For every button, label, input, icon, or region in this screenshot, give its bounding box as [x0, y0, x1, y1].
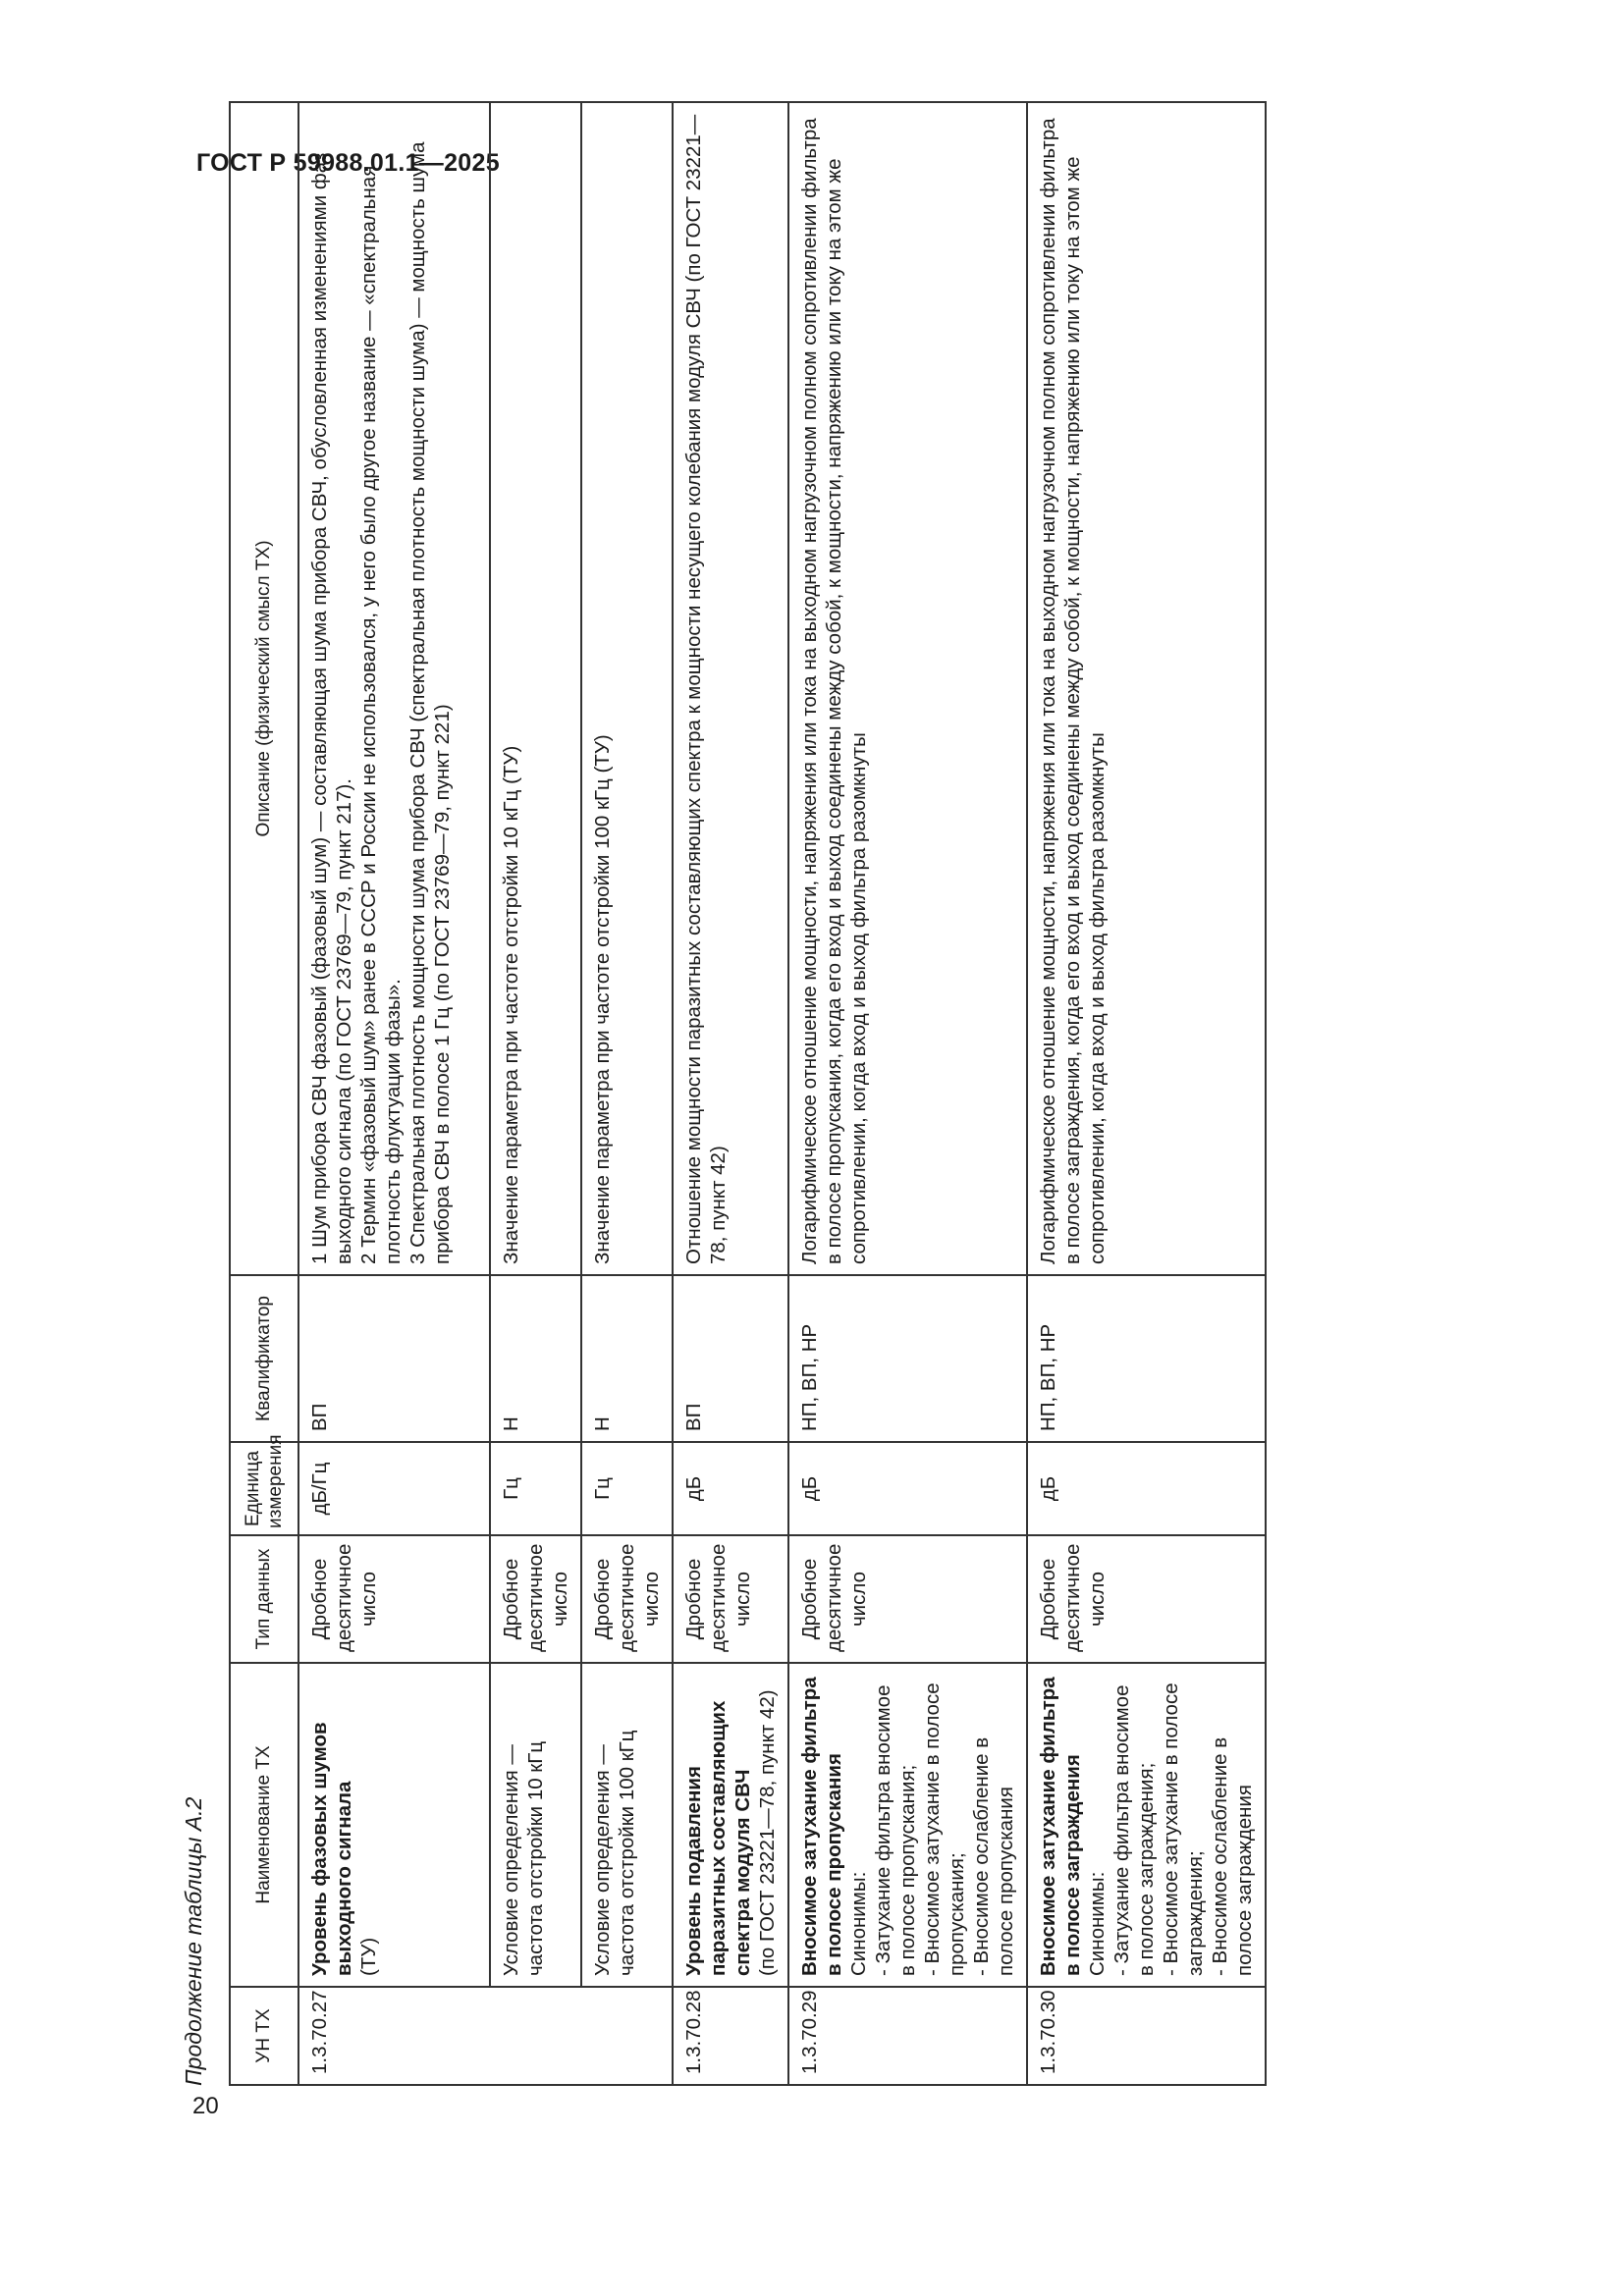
cell-qualifier: НП, ВП, НР [788, 1275, 1027, 1442]
cell-name-text: Условие определения — частота отстройки 100 кГц [591, 1730, 638, 1976]
cell-unit: Гц [581, 1442, 673, 1535]
cell-type: Дробное десятичное число [788, 1535, 1027, 1663]
cell-qualifier: НП, ВП, НР [1027, 1275, 1266, 1442]
table-row [298, 102, 490, 2085]
cell-unit: Гц [490, 1442, 581, 1535]
cell-name-text: - Вносимое затухание в полосе заграждения; [1160, 1682, 1207, 1976]
cell-name-text: - Затухание фильтра вносимое в полосе пропускания; [872, 1684, 919, 1976]
col-header-type: Тип данных [230, 1535, 298, 1663]
cell-type: Дробное десятичное число [673, 1535, 788, 1663]
cell-unit: дБ [788, 1442, 1027, 1535]
cell-qualifier: ВП [298, 1275, 490, 1442]
cell-name-text: Синонимы: [847, 1871, 870, 1976]
cell-name-text: Синонимы: [1086, 1871, 1109, 1976]
col-header-qualifier: Квалификатор [230, 1275, 298, 1442]
col-header-id: УН ТХ [230, 1987, 298, 2085]
cell-id: 1.3.70.29 [788, 1987, 1027, 2085]
cell-name-text: - Вносимое ослабление в полосе пропускания [970, 1736, 1017, 1976]
cell-name [298, 1663, 490, 1987]
cell-name [1027, 1663, 1266, 1987]
document-id-header: ГОСТ Р 59988.01.1—2025 [196, 149, 500, 177]
cell-qualifier: Н [490, 1275, 581, 1442]
cell-name-bold: Вносимое затухание фильтра в полосе заграждения [1037, 1677, 1084, 1976]
cell-description [298, 102, 490, 1275]
table-continuation-label: Продолжение таблицы А.2 [181, 1796, 206, 2086]
cell-description [490, 102, 581, 1275]
cell-qualifier: ВП [673, 1275, 788, 1442]
table-header-row [230, 102, 298, 2085]
col-header-description: Описание (физический смысл ТХ) [230, 102, 298, 1275]
cell-qualifier: Н [581, 1275, 673, 1442]
cell-id: 1.3.70.30 [1027, 1987, 1266, 2085]
cell-type: Дробное десятичное число [298, 1535, 490, 1663]
rotated-table-area [167, 103, 1483, 2086]
description-line: Значение параметра при частоте отстройки 10 кГц (ТУ) [500, 745, 522, 1264]
cell-name-bold: Уровень подавления паразитных составляющих спектра модуля СВЧ [682, 1700, 754, 1976]
cell-name-text: Условие определения — частота отстройки 10 кГц [500, 1740, 547, 1976]
cell-description [581, 102, 673, 1275]
cell-id: 1.3.70.28 [673, 1987, 788, 2085]
cell-unit: дБ [673, 1442, 788, 1535]
cell-id: 1.3.70.27 [298, 1987, 673, 2085]
cell-name-bold: Вносимое затухание фильтра в полосе пропускания [798, 1677, 845, 1976]
cell-unit: дБ/Гц [298, 1442, 490, 1535]
cell-name [490, 1663, 581, 1987]
col-header-unit: Единица измерения [230, 1442, 298, 1535]
description-line: 1 Шум прибора СВЧ фазовый (фазовый шум) — составляющая шума прибора СВЧ, обусловленная изменениями фаз выходного сигнала (по ГОСТ 23769—79, пункт 217). [308, 152, 355, 1264]
page-number: 20 [192, 2093, 219, 2119]
description-line: 2 Термин «фазовый шум» ранее в СССР и России не использовался, у него было другое название — «спектральная плотность флуктуации фазы». [357, 165, 405, 1264]
description-line: 3 Спектральная плотность мощности шума прибора СВЧ (спектральная плотность мощности шума) — мощность шума прибора СВЧ в полосе 1 Гц (по ГОСТ 23769—79, пункт 221) [406, 141, 454, 1264]
table-row [1027, 102, 1266, 2085]
col-header-name: Наименование ТХ [230, 1663, 298, 1987]
cell-name-text: - Вносимое затухание в полосе пропускания; [921, 1682, 968, 1976]
description-line: Отношение мощности паразитных составляющих спектра к мощности несущего колебания модуля СВЧ (по ГОСТ 23221—78, пункт 42) [682, 114, 730, 1264]
cell-name-bold: Уровень фазовых шумов выходного сигнала [308, 1722, 355, 1976]
cell-name-text: - Затухание фильтра вносимое в полосе заграждения; [1110, 1684, 1158, 1976]
cell-name [581, 1663, 673, 1987]
cell-unit: дБ [1027, 1442, 1266, 1535]
table-row [581, 102, 673, 2085]
cell-name-text: - Вносимое ослабление в полосе заграждения [1209, 1736, 1256, 1976]
cell-description [1027, 102, 1266, 1275]
table-row [673, 102, 788, 2085]
table-row [490, 102, 581, 2085]
cell-name-text: (по ГОСТ 23221—78, пункт 42) [756, 1689, 779, 1976]
cell-name-text: (ТУ) [357, 1937, 380, 1976]
cell-type: Дробное десятичное число [1027, 1535, 1266, 1663]
table-row [788, 102, 1027, 2085]
cell-type: Дробное десятичное число [581, 1535, 673, 1663]
cell-name [673, 1663, 788, 1987]
description-line: Логарифмическое отношение мощности, напряжения или тока на выходном нагрузочном полном сопротивлении фильтра в полосе заграждения, когда его вход и выход соединены между собой, к мощности, напряжению или току на этом же сопротивлении, когда вход и выход фильтра разомкнуты [1037, 118, 1109, 1264]
characteristics-table [229, 101, 1267, 2086]
cell-type: Дробное десятичное число [490, 1535, 581, 1663]
description-line: Значение параметра при частоте отстройки 100 кГц (ТУ) [591, 734, 614, 1264]
cell-description [673, 102, 788, 1275]
cell-name [788, 1663, 1027, 1987]
cell-description [788, 102, 1027, 1275]
description-line: Логарифмическое отношение мощности, напряжения или тока на выходном нагрузочном полном сопротивлении фильтра в полосе пропускания, когда его вход и выход соединены между собой, к мощности, напряжению или току на этом же сопротивлении, когда вход и выход фильтра разомкнуты [798, 118, 870, 1264]
